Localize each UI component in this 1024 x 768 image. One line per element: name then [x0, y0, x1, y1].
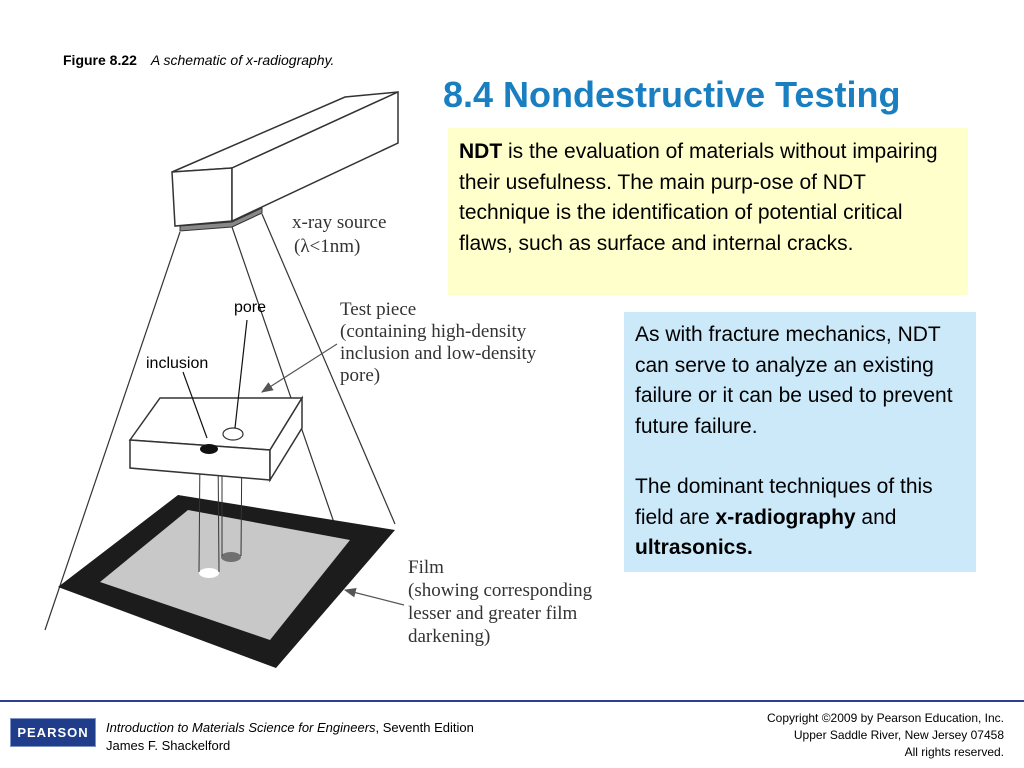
book-author: James F. Shackelford [106, 738, 231, 753]
copyright-line-3: All rights reserved. [904, 745, 1004, 759]
info-paragraph-2 [635, 472, 968, 564]
copyright-notice [767, 710, 1004, 761]
xray-source-label: x-ray source [292, 212, 387, 233]
film-line-4: darkening) [408, 626, 491, 647]
film [58, 495, 395, 668]
ultrasonics-term: ultrasonics. [635, 536, 753, 559]
book-edition: , Seventh Edition [375, 720, 474, 735]
film-line-2: (showing corresponding [408, 580, 593, 601]
info-p2-before: The dominant techniques of this field are [635, 475, 933, 529]
test-piece-line-2: (containing high-density [340, 321, 527, 342]
ndt-definition-box [448, 128, 968, 295]
film-line-1: Film [408, 557, 444, 578]
footer-divider [0, 700, 1024, 702]
copyright-line-2: Upper Saddle River, New Jersey 07458 [793, 728, 1004, 742]
slide-title: 8.4 Nondestructive Testing [443, 74, 901, 115]
ndt-definition-text: is the evaluation of materials without impairing their usefulness. The main purp-ose of NDT technique is the identification of potential critical flaws, such as surface and internal cracks. [459, 140, 938, 255]
pore-label: pore [234, 299, 267, 316]
xray-wavelength-label: (λ<1nm) [294, 236, 361, 257]
test-piece-line-3: inclusion and low-density [340, 343, 537, 364]
book-info [106, 719, 474, 755]
inclusion-shadow [199, 568, 219, 578]
figure-description: A schematic of x-radiography. [150, 52, 335, 68]
info-p2-mid: and [855, 505, 897, 529]
pore-mark [223, 428, 243, 440]
book-title: Introduction to Materials Science for Engineers [106, 720, 376, 735]
info-paragraph-1: As with fracture mechanics, NDT can serve to analyze an existing failure or it can be used to prevent future failure. [635, 323, 953, 438]
ndt-term: NDT [459, 140, 503, 163]
ndt-info-box [624, 312, 976, 572]
figure-number: Figure 8.22 [63, 52, 137, 68]
test-piece-line-1: Test piece [340, 299, 417, 320]
test-piece [130, 398, 302, 480]
inclusion-mark [200, 444, 218, 454]
pearson-logo: PEARSON [10, 718, 96, 747]
film-line-3: lesser and greater film [408, 603, 578, 624]
xradiography-term: x-radiography [715, 505, 856, 529]
copyright-line-1: Copyright ©2009 by Pearson Education, Inc. [767, 711, 1004, 725]
inclusion-label: inclusion [146, 355, 209, 372]
test-piece-line-4: pore) [340, 365, 381, 386]
xray-source [172, 92, 398, 231]
pore-shadow [221, 552, 241, 562]
